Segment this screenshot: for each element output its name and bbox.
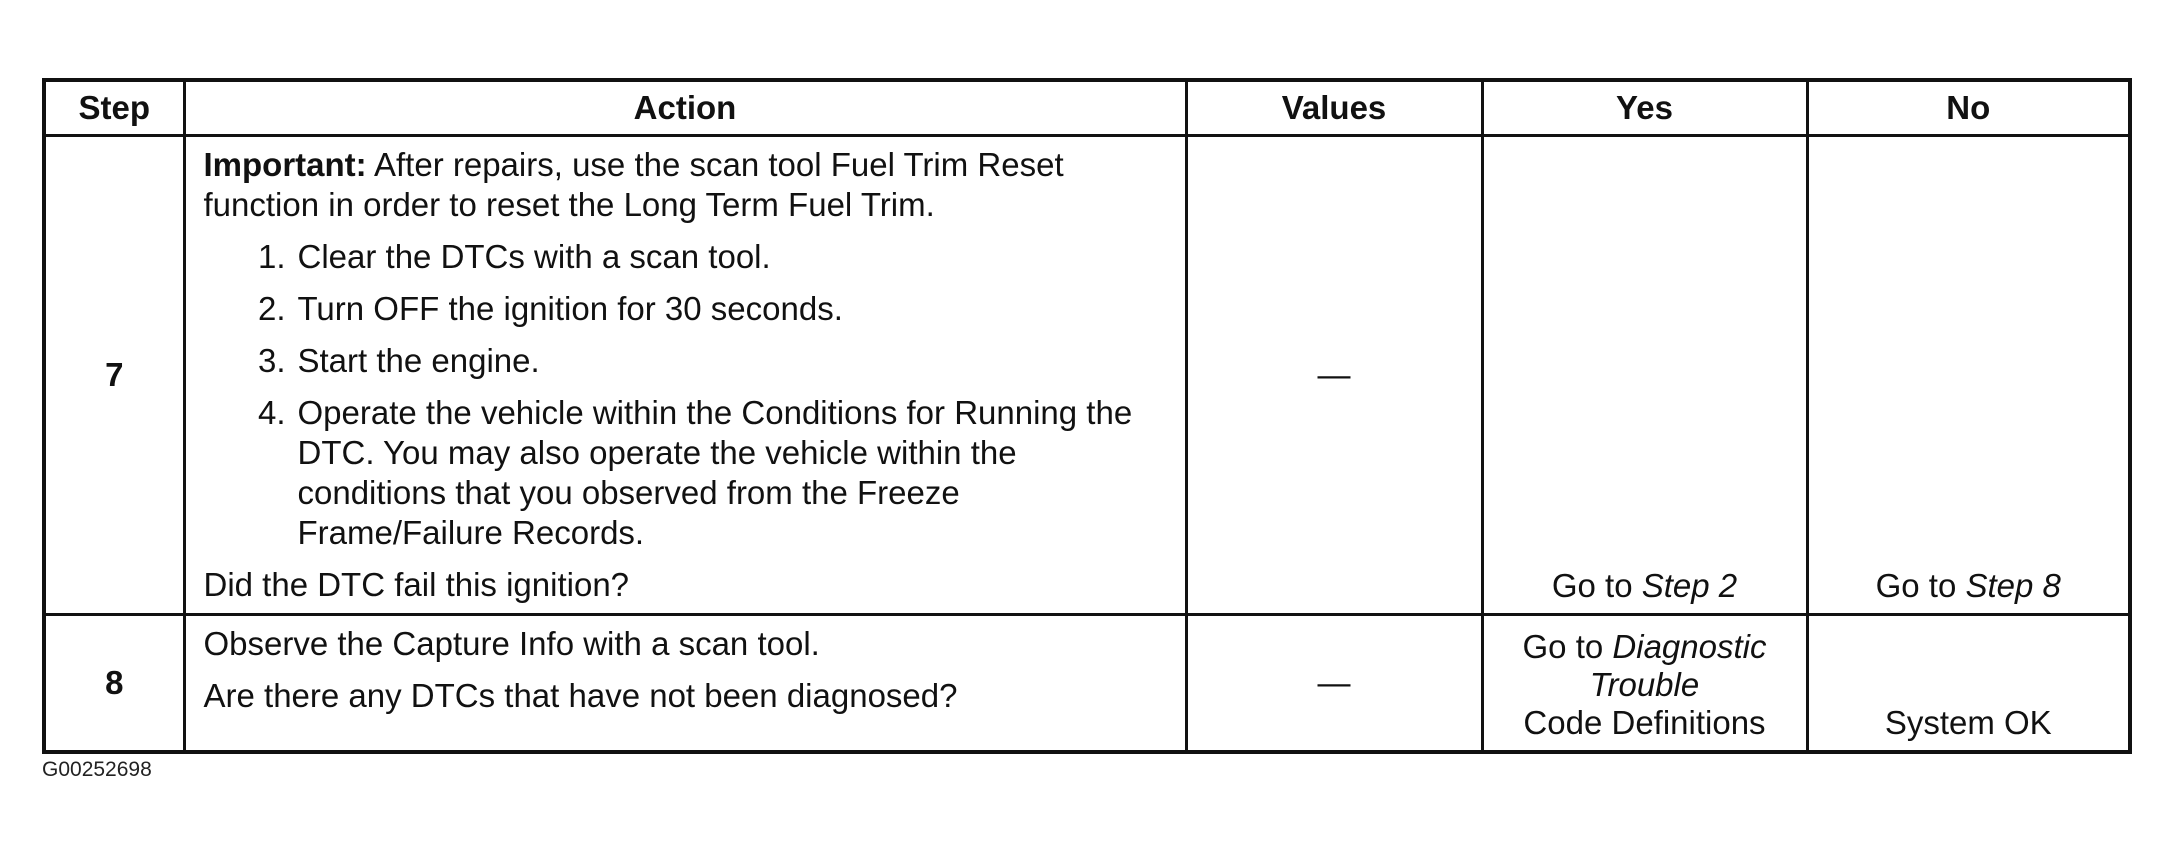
header-step: Step: [44, 80, 184, 136]
list-item: [204, 341, 1169, 381]
no-result: System OK: [1884, 704, 2052, 741]
yes-step-link[interactable]: Step 2: [1641, 567, 1738, 604]
list-item-text: Turn OFF the ignition for 30 seconds.: [297, 290, 843, 327]
list-item-text: Clear the DTCs with a scan tool.: [297, 238, 771, 275]
yes-suffix[interactable]: Code Definitions: [1523, 704, 1766, 741]
action-cell: [184, 136, 1186, 615]
figure-id: G00252698: [42, 758, 152, 781]
values-cell: —: [1186, 615, 1482, 753]
header-no: No: [1807, 80, 2130, 136]
header-values: Values: [1186, 80, 1482, 136]
action-text: Observe the Capture Info with a scan tool.: [203, 625, 820, 662]
list-item-text: Start the engine.: [297, 342, 540, 379]
no-prefix: Go to: [1875, 567, 1966, 604]
header-action: Action: [184, 80, 1186, 136]
action-question: Did the DTC fail this ignition?: [203, 566, 630, 603]
no-step-link[interactable]: Step 8: [1965, 567, 2061, 604]
yes-cell: [1482, 615, 1807, 753]
important-text: After repairs, use the scan tool Fuel Trim Reset function in order to reset the Long Term Fuel Trim.: [203, 146, 1064, 223]
table-row-step-7: [44, 136, 2130, 615]
list-item-number: 3.: [257, 342, 286, 379]
list-item-number: 2.: [257, 290, 286, 327]
important-note: [204, 145, 1169, 225]
action-question: Are there any DTCs that have not been diagnosed?: [203, 677, 958, 714]
table-row-step-8: [44, 615, 2130, 753]
list-item-number: 1.: [257, 238, 286, 275]
values-cell: —: [1186, 136, 1482, 615]
header-row: [44, 80, 2130, 136]
action-steps-list: [204, 237, 1169, 553]
yes-diagnostic-link[interactable]: Diagnostic Trouble: [1589, 628, 1767, 703]
yes-prefix: Go to: [1551, 567, 1642, 604]
no-cell: [1807, 136, 2130, 615]
yes-prefix: Go to: [1522, 628, 1613, 665]
important-label: Important:: [203, 146, 367, 183]
diagnostic-table: [42, 78, 2132, 754]
yes-cell: [1482, 136, 1807, 615]
header-yes: Yes: [1482, 80, 1807, 136]
list-item-number: 4.: [257, 394, 286, 431]
list-item: [204, 237, 1169, 277]
step-number: 7: [44, 136, 184, 615]
no-cell: [1807, 615, 2130, 753]
list-item-text: Operate the vehicle within the Conditions for Running the DTC. You may also operate the vehicle within the conditions that you observed from the Freeze Frame/Failure Records.: [297, 394, 1133, 551]
action-cell: [184, 615, 1186, 753]
list-item: [204, 393, 1169, 553]
step-number: 8: [44, 615, 184, 753]
list-item: [204, 289, 1169, 329]
